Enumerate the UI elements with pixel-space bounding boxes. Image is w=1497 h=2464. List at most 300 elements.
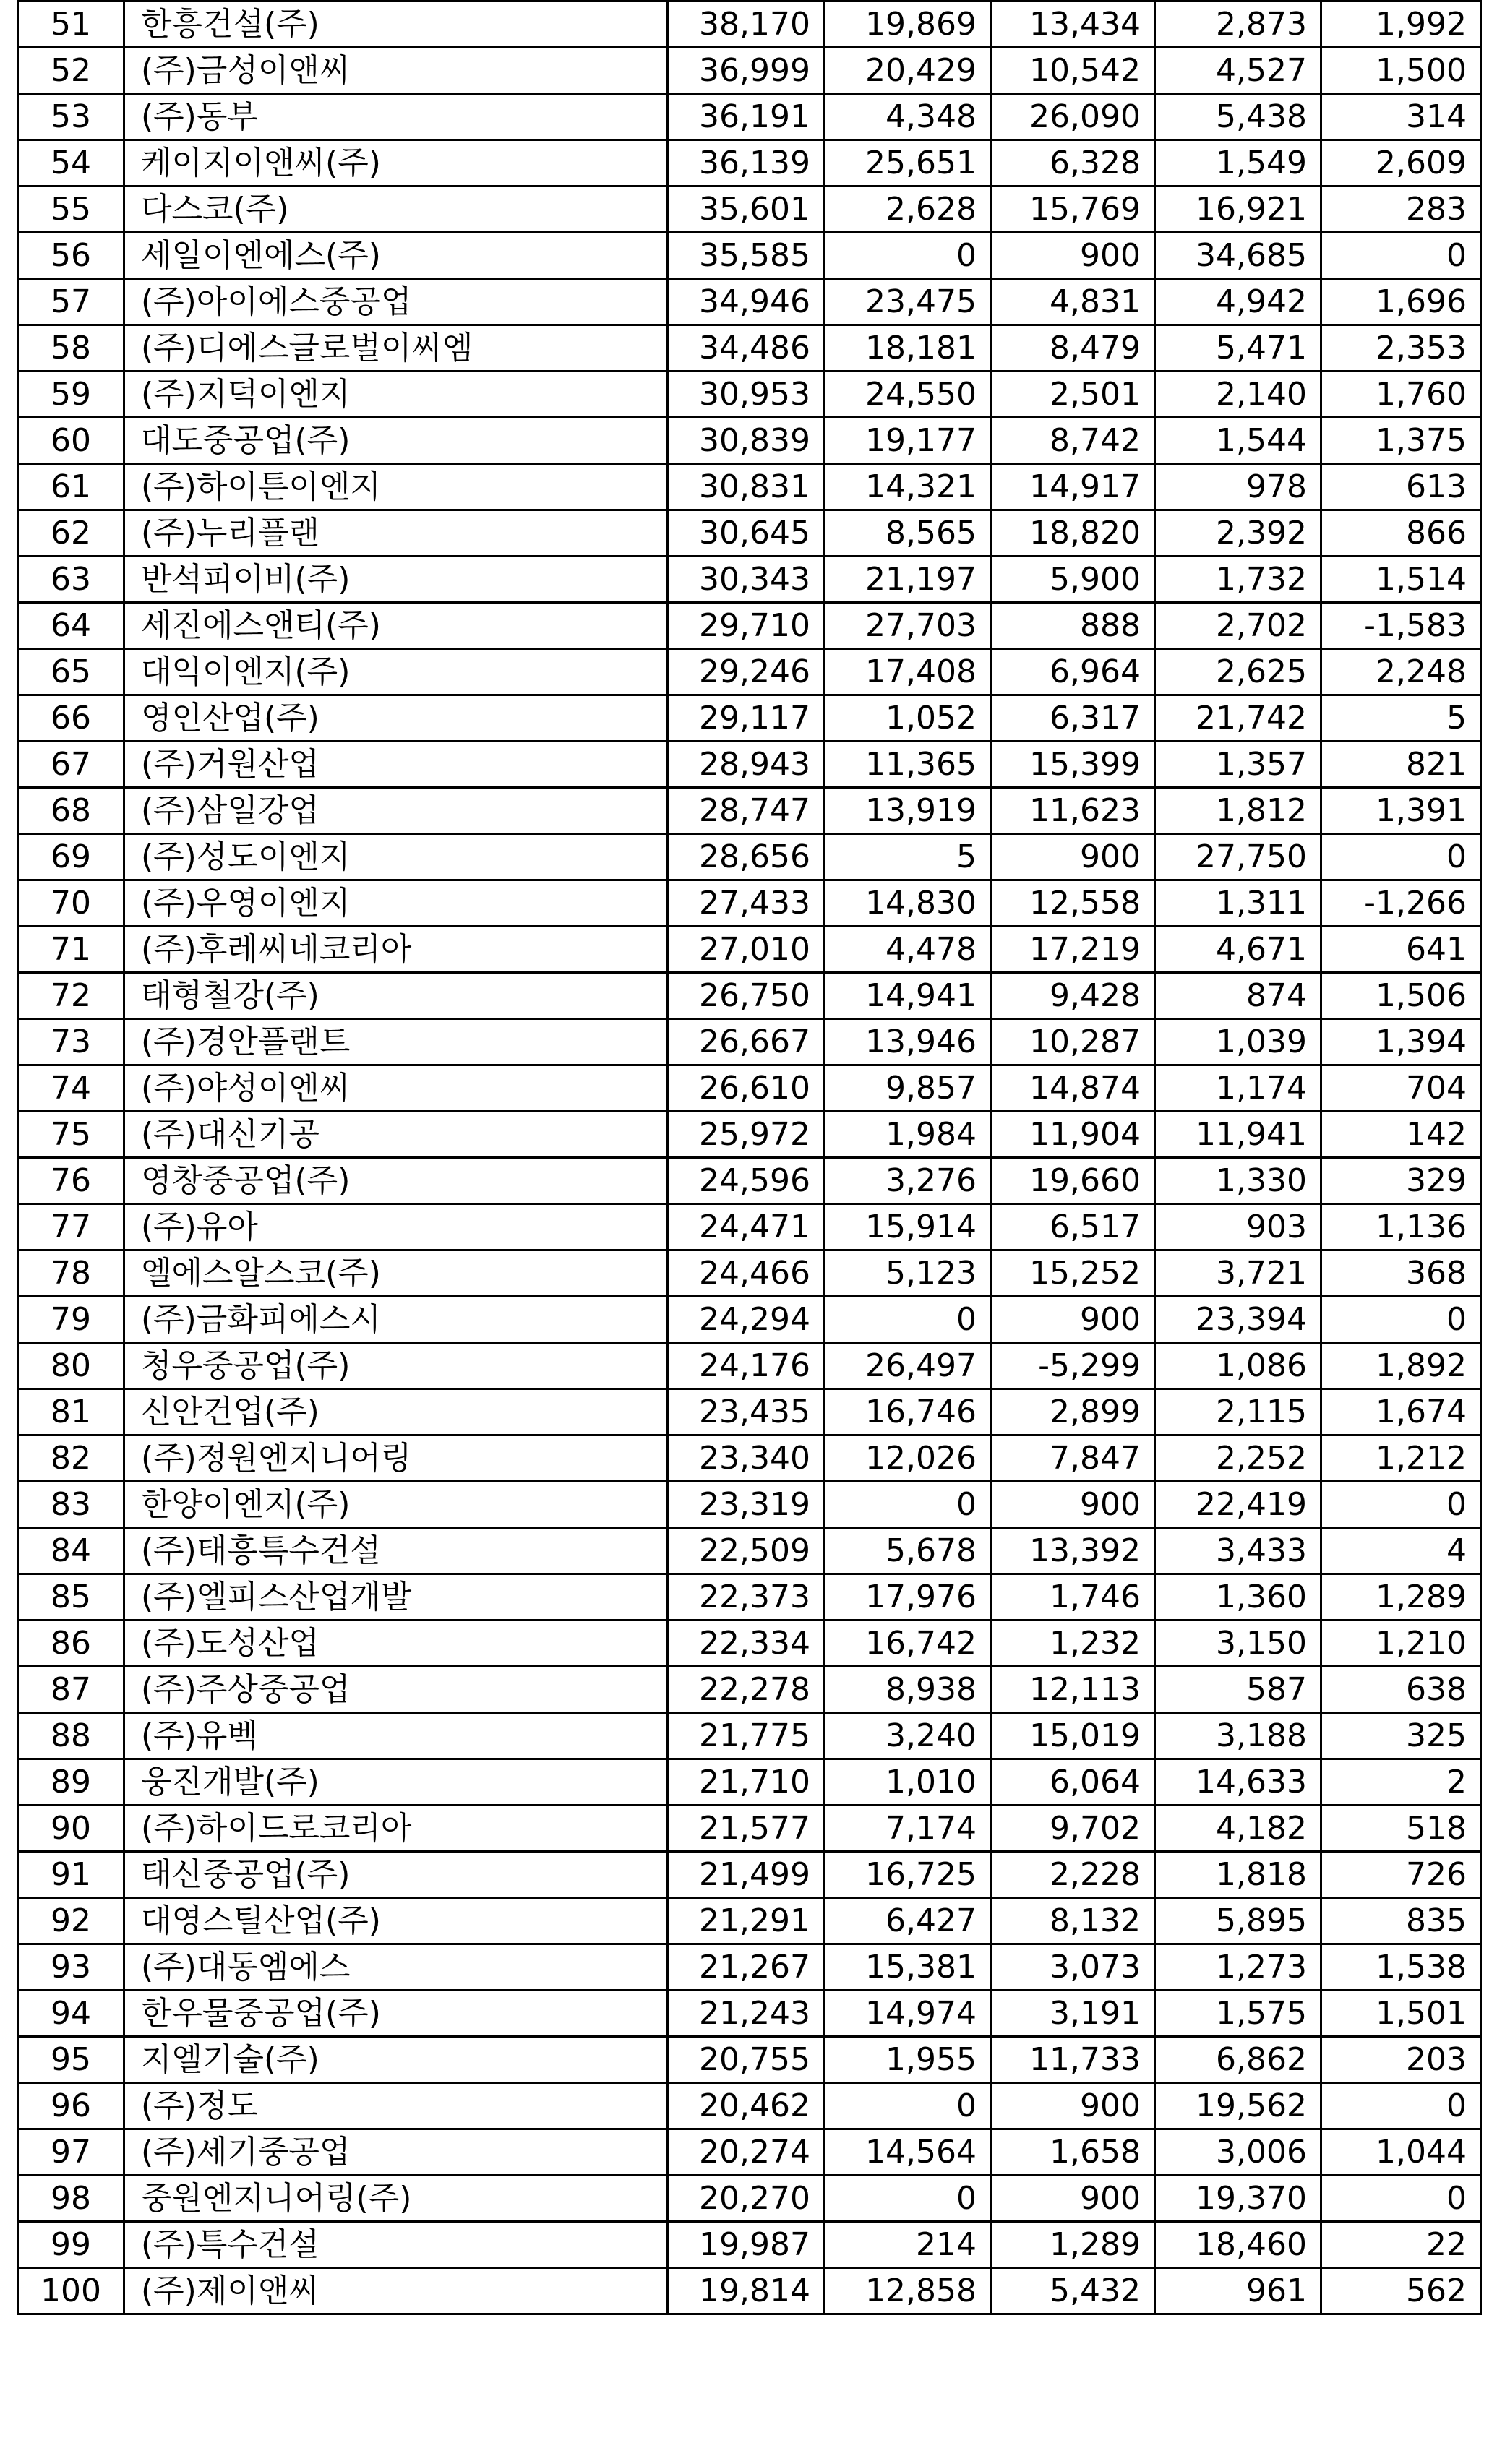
- table-row: [18, 279, 1481, 325]
- value-cell-5: -1,583: [1321, 603, 1481, 649]
- table-row: [18, 1019, 1481, 1065]
- value-cell-4: 2,252: [1155, 1435, 1321, 1482]
- value-cell-4: 978: [1155, 464, 1321, 510]
- company-name-cell: (주)유아: [124, 1204, 668, 1250]
- value-cell-4: 16,921: [1155, 186, 1321, 233]
- value-cell-2: 0: [825, 1482, 991, 1528]
- value-cell-4: 1,549: [1155, 140, 1321, 186]
- value-cell-3: -5,299: [991, 1343, 1155, 1389]
- rank-cell: 60: [18, 418, 124, 464]
- value-cell-5: -1,266: [1321, 880, 1481, 927]
- value-cell-5: 726: [1321, 1852, 1481, 1898]
- value-cell-1: 35,585: [668, 233, 825, 279]
- rank-cell: 55: [18, 186, 124, 233]
- value-cell-2: 17,408: [825, 649, 991, 695]
- value-cell-1: 30,839: [668, 418, 825, 464]
- value-cell-1: 21,291: [668, 1898, 825, 1944]
- company-name-cell: 세일이엔에스(주): [124, 233, 668, 279]
- company-name-cell: (주)대동엠에스: [124, 1944, 668, 1991]
- value-cell-1: 26,667: [668, 1019, 825, 1065]
- table-row: [18, 603, 1481, 649]
- table-row: [18, 1297, 1481, 1343]
- value-cell-4: 1,174: [1155, 1065, 1321, 1112]
- value-cell-4: 4,527: [1155, 48, 1321, 94]
- table-row: [18, 557, 1481, 603]
- table-row: [18, 1250, 1481, 1297]
- rank-cell: 70: [18, 880, 124, 927]
- table-row: [18, 1, 1481, 48]
- value-cell-2: 1,955: [825, 2037, 991, 2083]
- value-cell-2: 13,919: [825, 788, 991, 834]
- value-cell-4: 21,742: [1155, 695, 1321, 742]
- rank-cell: 59: [18, 372, 124, 418]
- value-cell-3: 26,090: [991, 94, 1155, 140]
- value-cell-2: 14,564: [825, 2129, 991, 2176]
- value-cell-1: 23,435: [668, 1389, 825, 1435]
- rank-cell: 77: [18, 1204, 124, 1250]
- value-cell-2: 14,941: [825, 973, 991, 1019]
- rank-cell: 65: [18, 649, 124, 695]
- value-cell-3: 3,073: [991, 1944, 1155, 1991]
- value-cell-5: 0: [1321, 1482, 1481, 1528]
- company-name-cell: (주)태흥특수건설: [124, 1528, 668, 1574]
- company-name-cell: 한양이엔지(주): [124, 1482, 668, 1528]
- rank-cell: 64: [18, 603, 124, 649]
- table-body: [18, 1, 1481, 2314]
- company-name-cell: 신안건업(주): [124, 1389, 668, 1435]
- value-cell-2: 5,123: [825, 1250, 991, 1297]
- value-cell-2: 12,026: [825, 1435, 991, 1482]
- value-cell-2: 14,321: [825, 464, 991, 510]
- value-cell-1: 20,755: [668, 2037, 825, 2083]
- value-cell-2: 16,742: [825, 1621, 991, 1667]
- company-name-cell: 대영스틸산업(주): [124, 1898, 668, 1944]
- value-cell-3: 6,517: [991, 1204, 1155, 1250]
- value-cell-1: 29,710: [668, 603, 825, 649]
- value-cell-5: 1,506: [1321, 973, 1481, 1019]
- value-cell-5: 1,212: [1321, 1435, 1481, 1482]
- value-cell-1: 28,943: [668, 742, 825, 788]
- rank-cell: 73: [18, 1019, 124, 1065]
- value-cell-2: 26,497: [825, 1343, 991, 1389]
- value-cell-2: 2,628: [825, 186, 991, 233]
- value-cell-2: 17,976: [825, 1574, 991, 1621]
- company-name-cell: (주)경안플랜트: [124, 1019, 668, 1065]
- value-cell-2: 3,276: [825, 1158, 991, 1204]
- company-name-cell: (주)아이에스중공업: [124, 279, 668, 325]
- value-cell-3: 1,232: [991, 1621, 1155, 1667]
- value-cell-2: 8,938: [825, 1667, 991, 1713]
- value-cell-5: 835: [1321, 1898, 1481, 1944]
- rank-cell: 98: [18, 2176, 124, 2222]
- value-cell-1: 28,656: [668, 834, 825, 880]
- value-cell-5: 1,210: [1321, 1621, 1481, 1667]
- rank-cell: 88: [18, 1713, 124, 1759]
- value-cell-5: 368: [1321, 1250, 1481, 1297]
- value-cell-5: 4: [1321, 1528, 1481, 1574]
- company-name-cell: (주)도성산업: [124, 1621, 668, 1667]
- value-cell-2: 18,181: [825, 325, 991, 372]
- value-cell-2: 19,869: [825, 1, 991, 48]
- table-row: [18, 1898, 1481, 1944]
- value-cell-3: 14,874: [991, 1065, 1155, 1112]
- value-cell-5: 1,394: [1321, 1019, 1481, 1065]
- company-name-cell: 한흥건설(주): [124, 1, 668, 48]
- rank-cell: 87: [18, 1667, 124, 1713]
- rank-cell: 61: [18, 464, 124, 510]
- table-row: [18, 325, 1481, 372]
- value-cell-1: 24,471: [668, 1204, 825, 1250]
- value-cell-5: 0: [1321, 233, 1481, 279]
- table-row: [18, 140, 1481, 186]
- company-name-cell: (주)삼일강업: [124, 788, 668, 834]
- company-name-cell: (주)디에스글로벌이씨엠: [124, 325, 668, 372]
- value-cell-3: 1,746: [991, 1574, 1155, 1621]
- value-cell-2: 21,197: [825, 557, 991, 603]
- company-name-cell: (주)동부: [124, 94, 668, 140]
- value-cell-4: 1,357: [1155, 742, 1321, 788]
- value-cell-2: 9,857: [825, 1065, 991, 1112]
- value-cell-1: 23,319: [668, 1482, 825, 1528]
- table-row: [18, 927, 1481, 973]
- value-cell-4: 5,438: [1155, 94, 1321, 140]
- rank-cell: 94: [18, 1991, 124, 2037]
- value-cell-4: 19,562: [1155, 2083, 1321, 2129]
- value-cell-4: 1,311: [1155, 880, 1321, 927]
- value-cell-4: 903: [1155, 1204, 1321, 1250]
- value-cell-5: 283: [1321, 186, 1481, 233]
- value-cell-5: 704: [1321, 1065, 1481, 1112]
- value-cell-4: 3,006: [1155, 2129, 1321, 2176]
- value-cell-5: 641: [1321, 927, 1481, 973]
- value-cell-3: 11,623: [991, 788, 1155, 834]
- table-row: [18, 2037, 1481, 2083]
- value-cell-5: 1,289: [1321, 1574, 1481, 1621]
- company-name-cell: 다스코(주): [124, 186, 668, 233]
- company-name-cell: (주)후레씨네코리아: [124, 927, 668, 973]
- value-cell-2: 19,177: [825, 418, 991, 464]
- ranking-table: [17, 0, 1482, 2315]
- company-name-cell: (주)야성이엔씨: [124, 1065, 668, 1112]
- value-cell-2: 8,565: [825, 510, 991, 557]
- value-cell-3: 13,392: [991, 1528, 1155, 1574]
- value-cell-3: 900: [991, 1297, 1155, 1343]
- table-row: [18, 1528, 1481, 1574]
- value-cell-1: 23,340: [668, 1435, 825, 1482]
- value-cell-2: 14,830: [825, 880, 991, 927]
- value-cell-1: 21,710: [668, 1759, 825, 1806]
- table-row: [18, 788, 1481, 834]
- value-cell-5: 0: [1321, 834, 1481, 880]
- table-row: [18, 510, 1481, 557]
- value-cell-3: 5,900: [991, 557, 1155, 603]
- value-cell-1: 35,601: [668, 186, 825, 233]
- value-cell-5: 0: [1321, 2083, 1481, 2129]
- value-cell-1: 22,278: [668, 1667, 825, 1713]
- company-name-cell: 대도중공업(주): [124, 418, 668, 464]
- value-cell-1: 20,462: [668, 2083, 825, 2129]
- value-cell-5: 1,514: [1321, 557, 1481, 603]
- value-cell-1: 20,270: [668, 2176, 825, 2222]
- value-cell-5: 325: [1321, 1713, 1481, 1759]
- rank-cell: 76: [18, 1158, 124, 1204]
- value-cell-1: 26,610: [668, 1065, 825, 1112]
- value-cell-2: 7,174: [825, 1806, 991, 1852]
- value-cell-2: 214: [825, 2222, 991, 2268]
- rank-cell: 78: [18, 1250, 124, 1297]
- company-name-cell: 태형철강(주): [124, 973, 668, 1019]
- table-row: [18, 2129, 1481, 2176]
- table-row: [18, 233, 1481, 279]
- value-cell-1: 21,267: [668, 1944, 825, 1991]
- rank-cell: 63: [18, 557, 124, 603]
- value-cell-5: 1,136: [1321, 1204, 1481, 1250]
- company-name-cell: (주)하이튼이엔지: [124, 464, 668, 510]
- rank-cell: 71: [18, 927, 124, 973]
- table-row: [18, 1435, 1481, 1482]
- value-cell-2: 15,381: [825, 1944, 991, 1991]
- value-cell-5: 1,500: [1321, 48, 1481, 94]
- value-cell-1: 29,117: [668, 695, 825, 742]
- value-cell-1: 27,010: [668, 927, 825, 973]
- rank-cell: 81: [18, 1389, 124, 1435]
- value-cell-3: 9,428: [991, 973, 1155, 1019]
- rank-cell: 93: [18, 1944, 124, 1991]
- table-row: [18, 880, 1481, 927]
- value-cell-2: 16,746: [825, 1389, 991, 1435]
- table-row: [18, 1852, 1481, 1898]
- value-cell-1: 24,176: [668, 1343, 825, 1389]
- value-cell-3: 5,432: [991, 2268, 1155, 2314]
- value-cell-3: 15,399: [991, 742, 1155, 788]
- value-cell-2: 5: [825, 834, 991, 880]
- company-name-cell: 중원엔지니어링(주): [124, 2176, 668, 2222]
- value-cell-4: 1,039: [1155, 1019, 1321, 1065]
- value-cell-5: 1,501: [1321, 1991, 1481, 2037]
- company-name-cell: 지엘기술(주): [124, 2037, 668, 2083]
- company-name-cell: 영창중공업(주): [124, 1158, 668, 1204]
- table-row: [18, 649, 1481, 695]
- value-cell-1: 21,577: [668, 1806, 825, 1852]
- value-cell-3: 2,501: [991, 372, 1155, 418]
- value-cell-2: 23,475: [825, 279, 991, 325]
- company-name-cell: 영인산업(주): [124, 695, 668, 742]
- rank-cell: 51: [18, 1, 124, 48]
- value-cell-3: 888: [991, 603, 1155, 649]
- value-cell-4: 22,419: [1155, 1482, 1321, 1528]
- rank-cell: 68: [18, 788, 124, 834]
- rank-cell: 89: [18, 1759, 124, 1806]
- table-row: [18, 186, 1481, 233]
- value-cell-3: 10,542: [991, 48, 1155, 94]
- table-row: [18, 418, 1481, 464]
- value-cell-5: 329: [1321, 1158, 1481, 1204]
- company-name-cell: (주)우영이엔지: [124, 880, 668, 927]
- value-cell-4: 14,633: [1155, 1759, 1321, 1806]
- rank-cell: 100: [18, 2268, 124, 2314]
- value-cell-2: 0: [825, 233, 991, 279]
- value-cell-4: 1,330: [1155, 1158, 1321, 1204]
- value-cell-3: 19,660: [991, 1158, 1155, 1204]
- value-cell-1: 36,999: [668, 48, 825, 94]
- value-cell-3: 8,742: [991, 418, 1155, 464]
- value-cell-1: 22,509: [668, 1528, 825, 1574]
- value-cell-3: 900: [991, 233, 1155, 279]
- value-cell-2: 13,946: [825, 1019, 991, 1065]
- value-cell-5: 1,674: [1321, 1389, 1481, 1435]
- company-name-cell: (주)정원엔지니어링: [124, 1435, 668, 1482]
- company-name-cell: 청우중공업(주): [124, 1343, 668, 1389]
- rank-cell: 91: [18, 1852, 124, 1898]
- value-cell-3: 1,289: [991, 2222, 1155, 2268]
- company-name-cell: (주)세기중공업: [124, 2129, 668, 2176]
- table-row: [18, 1065, 1481, 1112]
- value-cell-4: 27,750: [1155, 834, 1321, 880]
- company-name-cell: (주)지덕이엔지: [124, 372, 668, 418]
- value-cell-2: 5,678: [825, 1528, 991, 1574]
- value-cell-5: 1,538: [1321, 1944, 1481, 1991]
- value-cell-4: 1,273: [1155, 1944, 1321, 1991]
- value-cell-2: 3,240: [825, 1713, 991, 1759]
- value-cell-4: 18,460: [1155, 2222, 1321, 2268]
- company-name-cell: (주)유벡: [124, 1713, 668, 1759]
- rank-cell: 83: [18, 1482, 124, 1528]
- value-cell-3: 15,019: [991, 1713, 1155, 1759]
- value-cell-1: 38,170: [668, 1, 825, 48]
- value-cell-4: 3,188: [1155, 1713, 1321, 1759]
- value-cell-2: 24,550: [825, 372, 991, 418]
- company-name-cell: 대익이엔지(주): [124, 649, 668, 695]
- rank-cell: 58: [18, 325, 124, 372]
- value-cell-1: 28,747: [668, 788, 825, 834]
- value-cell-4: 2,115: [1155, 1389, 1321, 1435]
- value-cell-1: 30,645: [668, 510, 825, 557]
- value-cell-5: 2: [1321, 1759, 1481, 1806]
- table-row: [18, 372, 1481, 418]
- table-row: [18, 464, 1481, 510]
- table-row: [18, 1112, 1481, 1158]
- table-row: [18, 94, 1481, 140]
- value-cell-3: 6,064: [991, 1759, 1155, 1806]
- value-cell-3: 15,769: [991, 186, 1155, 233]
- value-cell-1: 20,274: [668, 2129, 825, 2176]
- rank-cell: 54: [18, 140, 124, 186]
- table-row: [18, 1204, 1481, 1250]
- value-cell-4: 587: [1155, 1667, 1321, 1713]
- table-row: [18, 1944, 1481, 1991]
- value-cell-5: 2,248: [1321, 649, 1481, 695]
- table-row: [18, 2083, 1481, 2129]
- value-cell-4: 2,702: [1155, 603, 1321, 649]
- value-cell-5: 1,992: [1321, 1, 1481, 48]
- rank-cell: 52: [18, 48, 124, 94]
- rank-cell: 96: [18, 2083, 124, 2129]
- value-cell-1: 25,972: [668, 1112, 825, 1158]
- value-cell-5: 1,760: [1321, 372, 1481, 418]
- company-name-cell: 반석피이비(주): [124, 557, 668, 603]
- value-cell-3: 6,964: [991, 649, 1155, 695]
- value-cell-5: 2,609: [1321, 140, 1481, 186]
- value-cell-3: 12,558: [991, 880, 1155, 927]
- company-name-cell: 웅진개발(주): [124, 1759, 668, 1806]
- value-cell-5: 22: [1321, 2222, 1481, 2268]
- rank-cell: 67: [18, 742, 124, 788]
- value-cell-2: 4,348: [825, 94, 991, 140]
- value-cell-3: 18,820: [991, 510, 1155, 557]
- value-cell-3: 900: [991, 834, 1155, 880]
- value-cell-2: 1,984: [825, 1112, 991, 1158]
- value-cell-2: 20,429: [825, 48, 991, 94]
- value-cell-4: 23,394: [1155, 1297, 1321, 1343]
- company-name-cell: (주)금성이앤씨: [124, 48, 668, 94]
- value-cell-4: 961: [1155, 2268, 1321, 2314]
- rank-cell: 85: [18, 1574, 124, 1621]
- value-cell-4: 1,812: [1155, 788, 1321, 834]
- value-cell-5: 638: [1321, 1667, 1481, 1713]
- table-row: [18, 1574, 1481, 1621]
- value-cell-4: 874: [1155, 973, 1321, 1019]
- rank-cell: 72: [18, 973, 124, 1019]
- value-cell-5: 1,696: [1321, 279, 1481, 325]
- rank-cell: 97: [18, 2129, 124, 2176]
- company-name-cell: (주)성도이엔지: [124, 834, 668, 880]
- table-row: [18, 834, 1481, 880]
- table-row: [18, 1343, 1481, 1389]
- value-cell-1: 30,831: [668, 464, 825, 510]
- table-row: [18, 973, 1481, 1019]
- value-cell-1: 24,466: [668, 1250, 825, 1297]
- company-name-cell: (주)제이앤씨: [124, 2268, 668, 2314]
- value-cell-4: 1,732: [1155, 557, 1321, 603]
- value-cell-5: 0: [1321, 2176, 1481, 2222]
- value-cell-4: 11,941: [1155, 1112, 1321, 1158]
- table-row: [18, 2268, 1481, 2314]
- value-cell-1: 34,486: [668, 325, 825, 372]
- value-cell-3: 15,252: [991, 1250, 1155, 1297]
- table-row: [18, 1158, 1481, 1204]
- value-cell-5: 314: [1321, 94, 1481, 140]
- rank-cell: 53: [18, 94, 124, 140]
- value-cell-5: 1,375: [1321, 418, 1481, 464]
- value-cell-3: 13,434: [991, 1, 1155, 48]
- rank-cell: 90: [18, 1806, 124, 1852]
- rank-cell: 84: [18, 1528, 124, 1574]
- value-cell-1: 21,499: [668, 1852, 825, 1898]
- value-cell-5: 1,892: [1321, 1343, 1481, 1389]
- table-row: [18, 1991, 1481, 2037]
- value-cell-1: 36,139: [668, 140, 825, 186]
- rank-cell: 86: [18, 1621, 124, 1667]
- value-cell-4: 2,873: [1155, 1, 1321, 48]
- value-cell-1: 19,987: [668, 2222, 825, 2268]
- value-cell-3: 10,287: [991, 1019, 1155, 1065]
- value-cell-4: 2,140: [1155, 372, 1321, 418]
- company-name-cell: (주)특수건설: [124, 2222, 668, 2268]
- value-cell-2: 0: [825, 1297, 991, 1343]
- value-cell-5: 1,044: [1321, 2129, 1481, 2176]
- rank-cell: 92: [18, 1898, 124, 1944]
- value-cell-2: 27,703: [825, 603, 991, 649]
- rank-cell: 62: [18, 510, 124, 557]
- table-row: [18, 2222, 1481, 2268]
- value-cell-1: 21,243: [668, 1991, 825, 2037]
- value-cell-1: 22,373: [668, 1574, 825, 1621]
- rank-cell: 56: [18, 233, 124, 279]
- company-name-cell: (주)정도: [124, 2083, 668, 2129]
- company-name-cell: 엘에스알스코(주): [124, 1250, 668, 1297]
- value-cell-2: 12,858: [825, 2268, 991, 2314]
- value-cell-3: 8,479: [991, 325, 1155, 372]
